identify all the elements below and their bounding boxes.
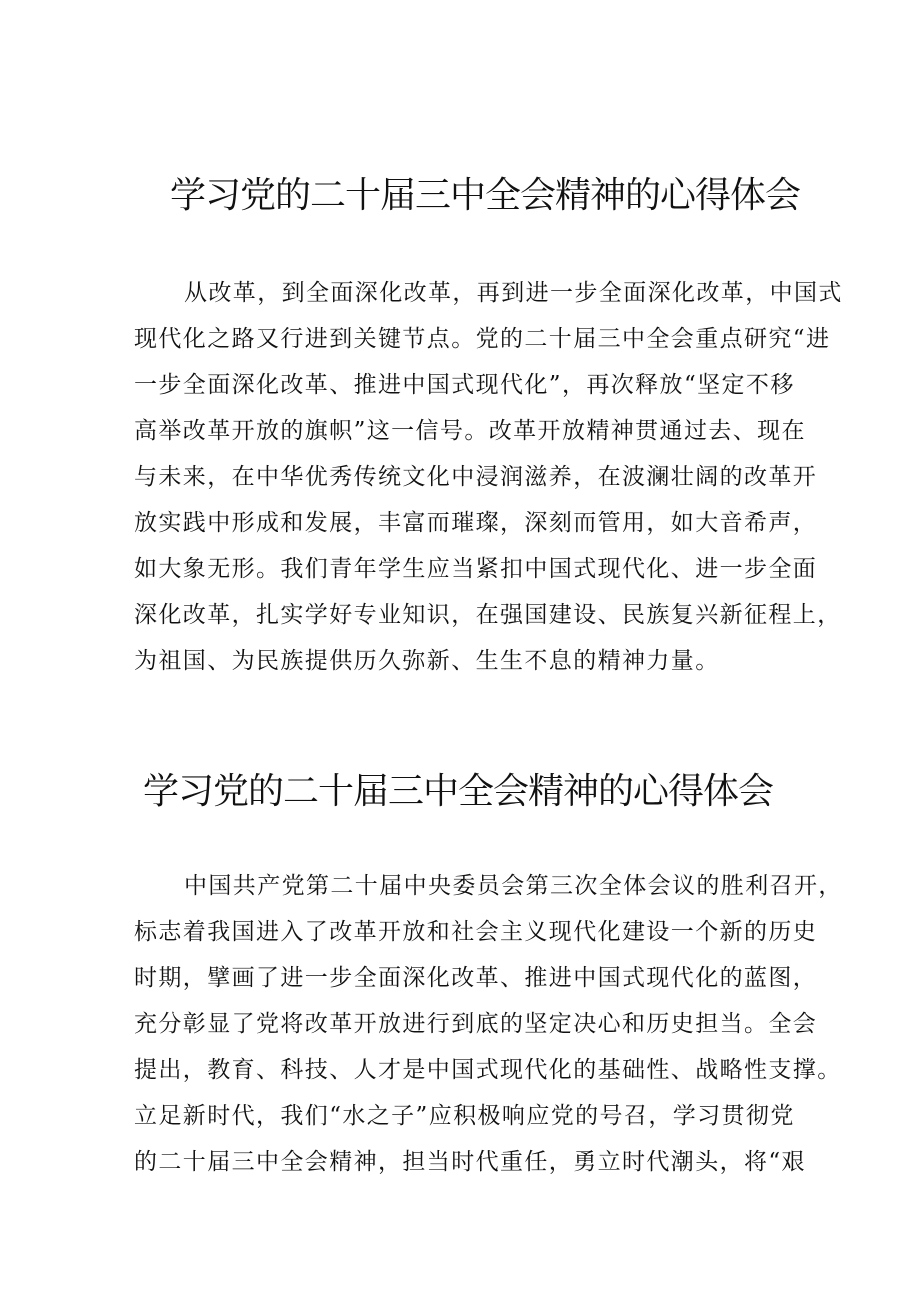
paragraph-line: 标志着我国进入了改革开放和社会主义现代化建设一个新的历史: [134, 919, 818, 945]
paragraph-line: 立足新时代，我们“水之子”应积极响应党的号召，学习贯彻党: [134, 1103, 795, 1129]
section-1-paragraph: [134, 270, 843, 684]
paragraph-line: 现代化之路又行进到关键节点。党的二十届三中全会重点研究“进: [134, 326, 831, 352]
paragraph-line: 高举改革开放的旗帜”这一信号。改革开放精神贯通过去、现在: [134, 418, 806, 444]
paragraph-line: 提出，教育、科技、人才是中国式现代化的基础性、战略性支撑。: [134, 1057, 842, 1083]
paragraph-line: 时期，擘画了进一步全面深化改革、推进中国式现代化的蓝图，: [134, 965, 818, 991]
section-2-title: 学习党的二十届三中全会精神的心得体会: [143, 771, 774, 812]
paragraph-line: 放实践中形成和发展，丰富而璀璨，深刻而管用，如大音希声，: [134, 510, 818, 536]
paragraph-line: 中国共产党第二十届中央委员会第三次全体会议的胜利召开，: [184, 873, 843, 899]
section-2-paragraph: [134, 863, 843, 1185]
paragraph-line: 充分彰显了党将改革开放进行到底的坚定决心和历史担当。全会: [134, 1011, 818, 1037]
paragraph-line: 从改革，到全面深化改革，再到进一步全面深化改革，中国式: [184, 280, 843, 306]
paragraph-line: 为祖国、为民族提供历久弥新、生生不息的精神力量。: [134, 648, 720, 674]
paragraph-line: 一步全面深化改革、推进中国式现代化”，再次释放“坚定不移: [134, 372, 795, 398]
paragraph-line: 深化改革，扎实学好专业知识，在强国建设、民族复兴新征程上，: [134, 602, 842, 628]
paragraph-line: 如大象无形。我们青年学生应当紧扣中国式现代化、进一步全面: [134, 556, 818, 582]
paragraph-line: 与未来，在中华优秀传统文化中浸润滋养，在波澜壮阔的改革开: [134, 464, 818, 490]
paragraph-line: 的二十届三中全会精神，担当时代重任，勇立时代潮头，将“艰: [134, 1149, 806, 1175]
section-1-title: 学习党的二十届三中全会精神的心得体会: [170, 175, 801, 216]
